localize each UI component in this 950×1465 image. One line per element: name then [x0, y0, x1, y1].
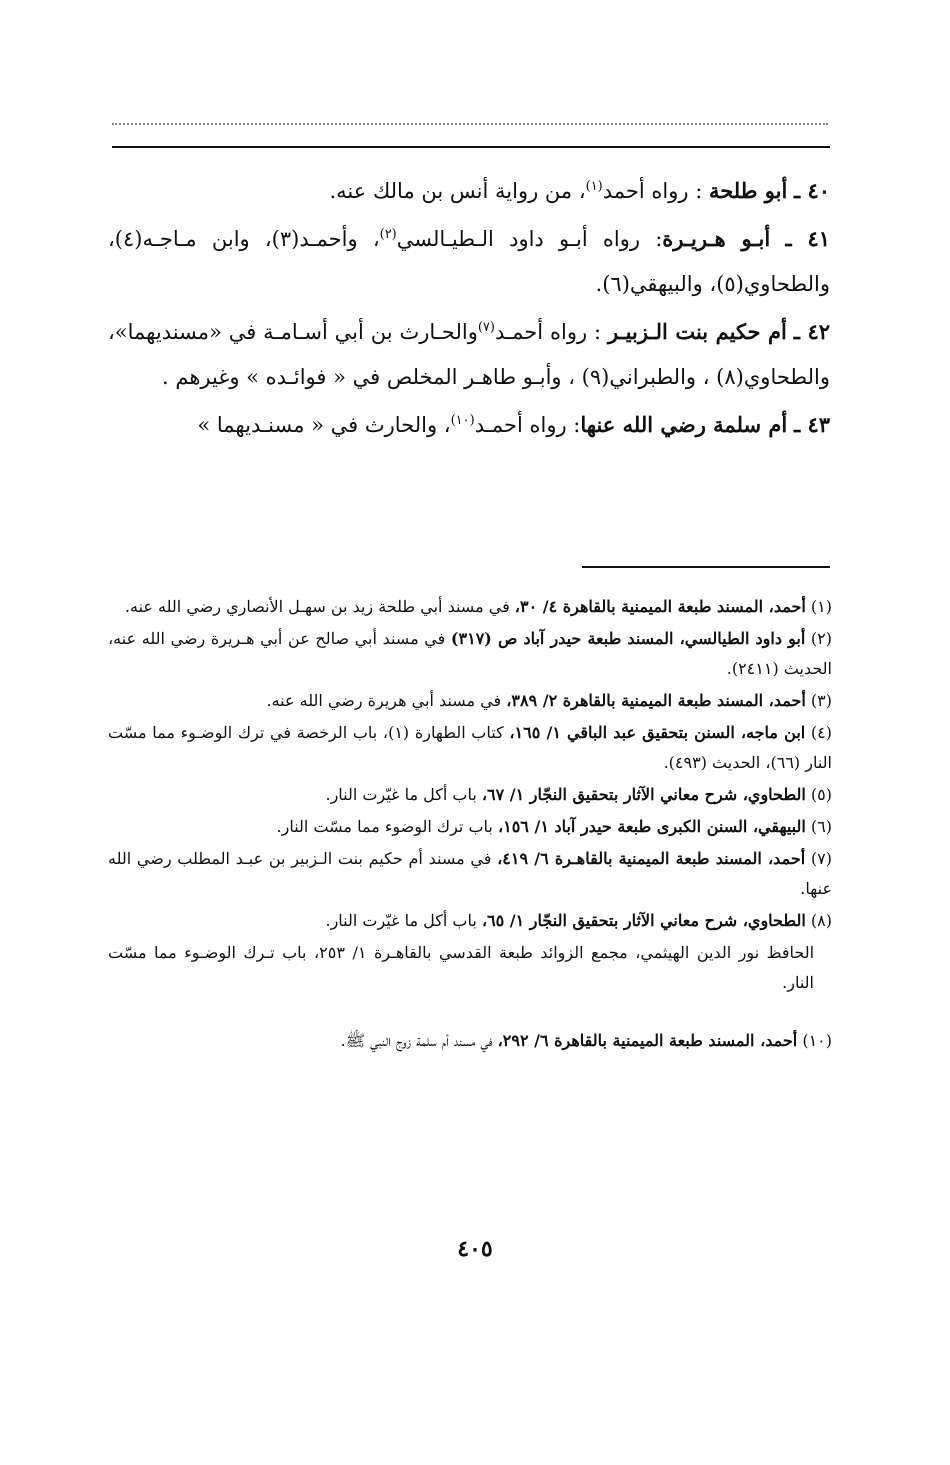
entry-number: ٤٠ ـ	[793, 178, 830, 203]
footnote-number: (١٠)	[802, 1031, 832, 1050]
footnote-number: (٦)	[810, 817, 832, 836]
footnote-number: (٨)	[810, 911, 832, 930]
footnote-source: البيهقي، السنن الكبرى طبعة حيدر آباد ١/ ١٥٦،	[497, 817, 806, 836]
footnote-6	[108, 812, 832, 842]
entry-text: ، والحارث في « مسنـديهما »	[197, 413, 451, 437]
footnote-5	[108, 780, 832, 810]
footnote-10	[108, 1026, 832, 1056]
footnote-source: ابن ماجه، السنن بتحقيق عبد الباقي ١/ ١٦٥،	[509, 723, 806, 742]
entry-40	[108, 168, 830, 214]
footnote-text: في مسند أم سلمة زوج النبي ﷺ.	[340, 1031, 498, 1050]
footnote-number: (٤)	[810, 723, 832, 742]
footnote-continuation	[108, 938, 832, 998]
entry-text: : رواه أحمـد	[474, 413, 581, 437]
entry-text: : رواه أحمـد	[494, 320, 608, 344]
footnote-source: أحمد، المسند طبعة الميمنية بالقاهـرة ٦/ ٤١٩،	[497, 849, 806, 868]
entry-number: ٤٢ ـ	[793, 319, 830, 344]
footnote-2	[108, 624, 832, 684]
footnote-source: الطحاوي، شرح معاني الآثار بتحقيق النجّار ١/ ٦٥،	[481, 911, 806, 930]
entry-text: ، وأحمـد(٣)، وابن مـاجـه(٤)، والطحاوي(٥)، والبيهقي(٦).	[108, 227, 830, 296]
footnote-source: مجمع الزوائد طبعة القدسي بالقاهـرة ١/ ٢٥٣،	[313, 943, 628, 962]
footnote-text: في مسند أم حكيم بنت الـزبير بن عبـد المطلب رضي الله عنها.	[108, 849, 832, 898]
footnote-text: في مسند أبي طلحة زيد بن سهـل الأنصاري رضي الله عنه.	[124, 597, 515, 616]
footnote-number: (١)	[810, 597, 832, 616]
entry-number: ٤١ ـ	[785, 226, 831, 251]
footnote-ref: (٧)	[477, 320, 495, 335]
footnote-gap	[108, 1000, 832, 1026]
footnote-text: باب أكل ما غيّرت النار.	[325, 785, 482, 804]
footnote-number: (٥)	[810, 785, 832, 804]
footnote-source: أبو داود الطيالسي، المسند طبعة حيدر آباد ص (٣١٧)	[450, 629, 806, 648]
footnote-text: كتاب الطهارة (١)، باب الرخصة في ترك الوضـوء مما مسّت النار (٦٦)، الحديث (٤٩٣).	[108, 723, 832, 772]
footnote-text: في مسند أبي صالح عن أبي هـريرة رضي الله عنه، الحديث (٢٤١١).	[108, 629, 832, 678]
footnote-text: باب تـرك الوضـوء مما مسّت النار.	[108, 943, 814, 992]
footnote-source: أحمد، المسند طبعة الميمنية بالقاهرة ٦/ ٢٩٢،	[497, 1031, 798, 1050]
entry-text: ، من رواية أنس بن مالك عنه.	[329, 179, 586, 203]
footnote-8	[108, 906, 832, 936]
footnote-1	[108, 592, 832, 622]
entry-number: ٤٣ ـ	[793, 412, 830, 437]
footnote-7	[108, 844, 832, 904]
entry-name: أبـو هـريـرة	[662, 226, 771, 251]
footnote-3	[108, 686, 832, 716]
header-rule	[112, 146, 830, 148]
footnote-text: الحافظ نور الدين الهيثمي،	[627, 943, 815, 962]
footnote-ref: (١)	[585, 179, 603, 194]
entry-name: أم حكيم بنت الـزبيـر	[607, 319, 787, 344]
header-dotted-rule	[112, 123, 828, 125]
entry-name: أبو طلحة	[708, 178, 788, 203]
page-number: ٤٠٥	[457, 1236, 493, 1262]
footnotes	[108, 592, 832, 1058]
footnote-separator	[582, 566, 830, 568]
footnote-text: باب أكل ما غيّرت النار.	[325, 911, 482, 930]
footnote-ref: (١٠)	[450, 413, 475, 428]
main-text	[108, 168, 830, 450]
footnote-source: الطحاوي، شرح معاني الآثار بتحقيق النجّار ١/ ٦٧،	[481, 785, 806, 804]
entry-41	[108, 216, 830, 307]
footnote-source: أحمد، المسند طبعة الميمنية بالقاهرة ٤/ ٣٠،	[514, 597, 806, 616]
entry-42	[108, 309, 830, 400]
entry-43	[108, 402, 830, 448]
footnote-number: (٢)	[810, 629, 833, 648]
footnote-source: أحمد، المسند طبعة الميمنية بالقاهرة ٢/ ٣٨٩،	[506, 691, 806, 710]
entry-text: والحـارث بن أبي أسـامـة في «مسنديهما»، والطحاوي(٨) ، والطبراني(٩) ، وأبـو طاهـر المخلص في « فوائـده » وغيرهم .	[108, 320, 830, 389]
footnote-number: (٧)	[810, 849, 832, 868]
footnote-4	[108, 718, 832, 778]
entry-name: أم سلمة رضي الله عنها	[580, 412, 788, 437]
entry-text: : رواه أبـو داود الـطيـالسي	[396, 227, 663, 251]
entry-text: : رواه أحمد	[602, 179, 709, 203]
footnote-ref: (٢)	[379, 227, 397, 242]
footnote-number: (٣)	[810, 691, 832, 710]
footnote-text: في مسند أبي هريرة رضي الله عنه.	[266, 691, 507, 710]
footnote-text: باب ترك الوضوء مما مسّت النار.	[276, 817, 498, 836]
